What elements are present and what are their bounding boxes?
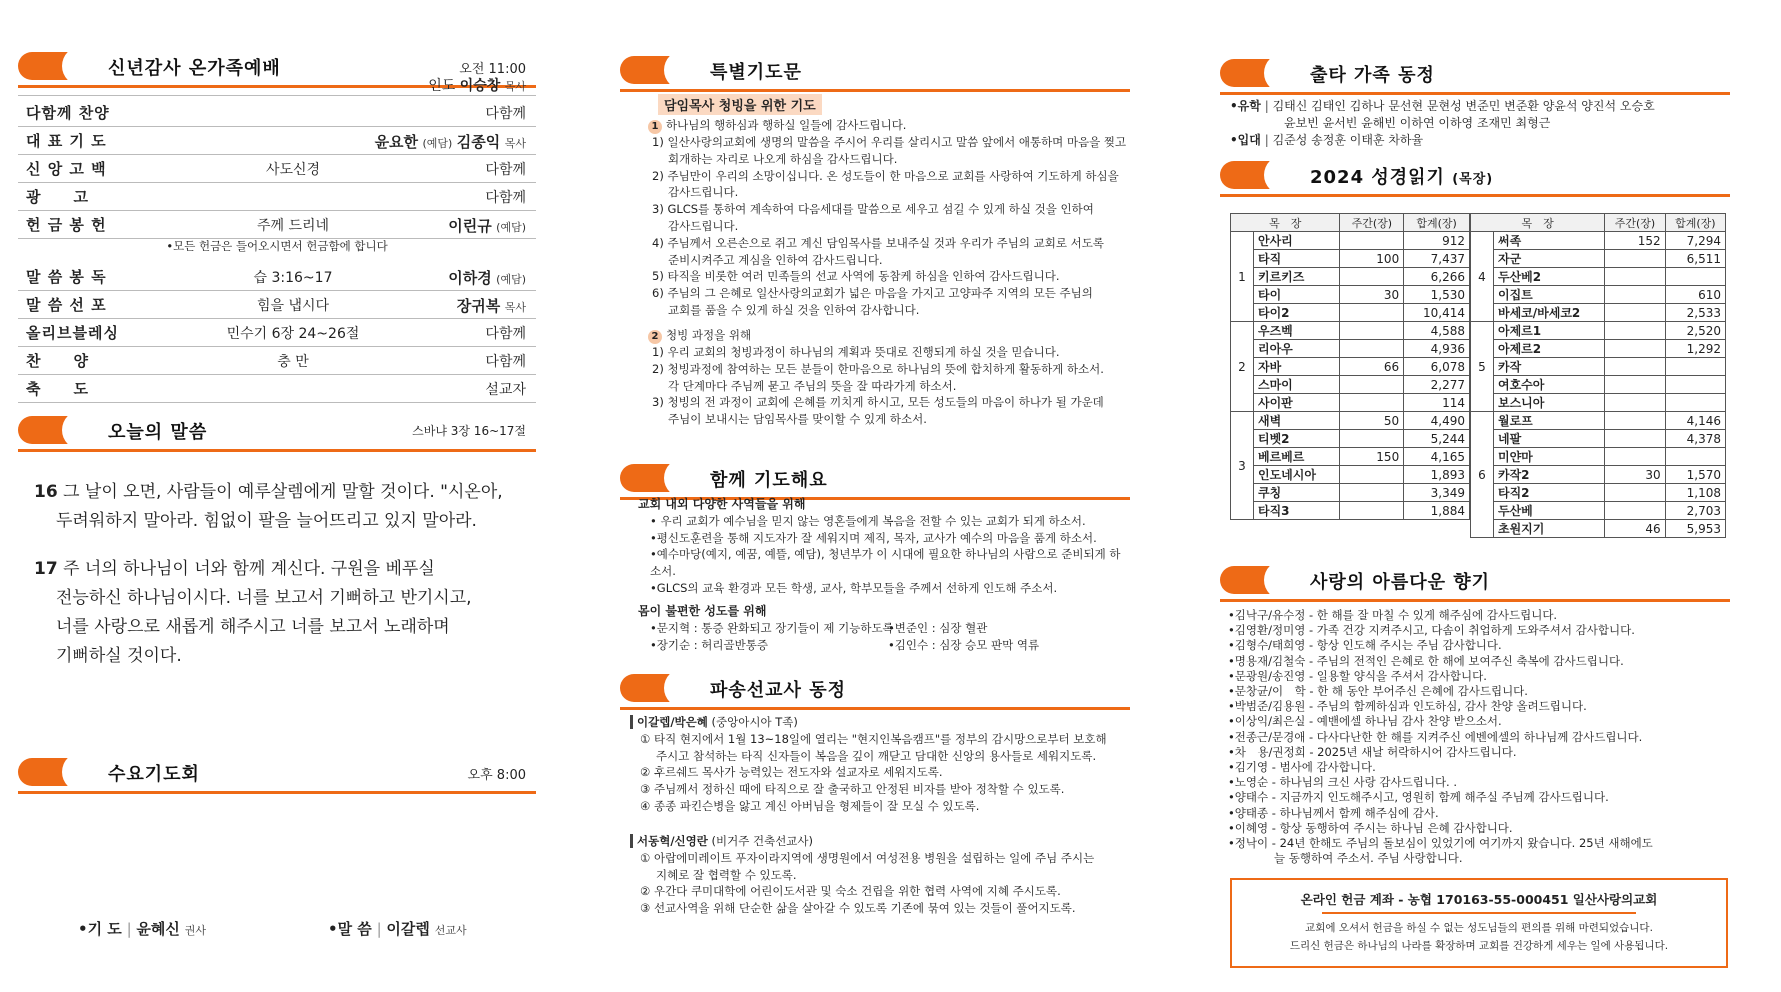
worship-row <box>18 96 536 127</box>
service-leader: 인도 이승창 목사 <box>428 78 526 94</box>
mission-item: 지혜로 잘 협력할 수 있도록. <box>656 867 797 882</box>
verse-16: 16 그 날이 오면, 사람들이 예루살렘에게 말할 것이다. "시온아, 두려워하지 말아라. 힘없이 팔을 늘어뜨리고 있지 말아라. <box>34 482 503 531</box>
group-name: 리아우 <box>1254 340 1340 358</box>
weekly-chapters <box>1605 448 1665 466</box>
prayer-subtitle: 담임목사 청빙을 위한 기도 <box>658 94 822 115</box>
prayer-request: •GLCS의 교육 환경과 모든 학생, 교사, 학부모들을 주께서 선하게 인도해 주소서. <box>650 580 1058 595</box>
group-name: 키르키즈 <box>1254 268 1340 286</box>
total-chapters: 7,294 <box>1665 232 1725 250</box>
group-name: 타직 <box>1254 250 1340 268</box>
worship-person: 다함께 <box>485 106 526 122</box>
weekly-chapters <box>1605 376 1665 394</box>
offering-note: •모든 헌금은 들어오시면서 헌금함에 합니다 <box>166 239 388 253</box>
table-row <box>1231 502 1470 520</box>
prayer-line: 1) 우리 교회의 청빙과정이 하나님의 계획과 뜻대로 진행되게 하실 것을 믿습니다. <box>652 345 1060 359</box>
group-name: 사이판 <box>1254 394 1340 412</box>
wednesday-time: 오후 8:00 <box>467 768 526 783</box>
weekly-chapters <box>1340 268 1404 286</box>
mission-header <box>620 668 1130 710</box>
online-note-2: 드리신 헌금은 하나님의 나라를 확장하며 교회를 건강하게 세우는 일에 사용됩니다. <box>1289 940 1669 952</box>
group-name: 안사리 <box>1254 232 1340 250</box>
table-row <box>1471 232 1726 250</box>
mission-item: ④ 종종 파킨슨병을 앓고 계신 아버님을 형제들이 잘 모실 수 있도록. <box>640 798 980 813</box>
table-row <box>1471 484 1726 502</box>
weekly-chapters <box>1605 394 1665 412</box>
worship-row <box>18 152 536 183</box>
prayer-line: 4) 주님께서 오른손으로 쥐고 계신 담임목사를 보내주실 것과 우리가 주님의 교회로 서도록 <box>652 235 1104 250</box>
total-chapters: 1,530 <box>1404 286 1470 304</box>
table-row <box>1231 304 1470 322</box>
family-title: 출타 가족 동정 <box>1310 65 1435 86</box>
weekly-chapters <box>1340 484 1404 502</box>
bible-reading-table-left <box>1230 213 1470 520</box>
column-header: 합계(장) <box>1665 214 1725 232</box>
worship-content: 사도신경 <box>265 162 321 178</box>
weekly-chapters <box>1340 502 1404 520</box>
table-row <box>1231 394 1470 412</box>
column-header: 주간(장) <box>1340 214 1404 232</box>
weekly-chapters <box>1340 322 1404 340</box>
worship-person: 설교자 <box>485 382 526 398</box>
prayer-line: 회개하는 자리로 나오게 하심을 감사드립니다. <box>668 151 898 166</box>
worship-content: 힘을 냅시다 <box>256 298 330 314</box>
total-chapters: 7,437 <box>1404 250 1470 268</box>
total-chapters <box>1665 376 1725 394</box>
gratitude-item: •정낙이 - 24년 한해도 주님의 돌보심이 있었기에 여기까지 왔습니다. 25년 새해에도 <box>1228 836 1653 851</box>
column-header: 목 장 <box>1231 214 1340 232</box>
header-underline <box>620 89 1130 92</box>
weekly-chapters <box>1605 502 1665 520</box>
total-chapters: 5,244 <box>1404 430 1470 448</box>
wednesday-header <box>18 752 536 794</box>
worship-row <box>18 208 536 239</box>
weekly-chapters <box>1605 484 1665 502</box>
prayer-line: 3) 청빙의 전 과정이 교회에 은혜를 끼치게 하시고, 모든 성도들의 마음이 하나가 될 가운데 <box>652 395 1104 410</box>
group-number: 1 <box>1231 232 1254 322</box>
total-chapters <box>1665 394 1725 412</box>
wednesday-sermon: •말 씀 | 이갈렙 선교사 <box>328 920 467 938</box>
group-name: 이집트 <box>1494 286 1605 304</box>
group-name: 두산베 <box>1494 502 1605 520</box>
table-row <box>1471 304 1726 322</box>
total-chapters: 1,570 <box>1665 466 1725 484</box>
gratitude-item: •김기영 - 범사에 감사합니다. <box>1228 760 1376 775</box>
weekly-chapters: 100 <box>1340 250 1404 268</box>
total-chapters: 6,078 <box>1404 358 1470 376</box>
wednesday-title: 수요기도회 <box>108 764 200 785</box>
prayer-section-1: 1 하나님의 행하심과 행하실 일들에 감사드립니다. 1) 일산사랑의교회에 생명의 말씀을 주시어 우리를 살리시고 말씀 앞에서 애통하며 마음을 찢고 회개하는 자리로 나오게 하심을 감사드립니다. 2) 주님만이 우리의 소망이십니다. 온 성도들이 한 마음으로 교회를 사랑하여 기도하게 하심을 감사드립니다. 3) GLCS를 통하여 계속하여 다음세대를 말씀으로 세우고 섬길 수 있게 하실 것을 인하여 감사드립니다. 4) 주님께서 오른손으로 쥐고 계신 담임목사를 보내주실 것과 우리가 주님의 교회로 서도록 준비시켜주고 계심을 인하여 감사드립니다. 5) 타직을 비롯한 여러 민족들의 선교 사역에 동참케 하심을 인하여 감사드립니다. 6) 주님의 그 은혜로 일산사랑의교회가 넓은 마음을 가지고 고양파주 지역의 모든 주님의 교회를 품을 수 있게 하실 것을 인하여 감사합니다. <box>648 117 1128 319</box>
weekly-chapters <box>1340 232 1404 250</box>
weekly-chapters: 30 <box>1605 466 1665 484</box>
weekly-chapters <box>1340 430 1404 448</box>
word-title: 오늘의 말씀 <box>108 422 208 443</box>
table-row <box>1231 268 1470 286</box>
missionary-2: 서동혁/신영란 (비거주 건축선교사) ① 아랍에미레이트 푸자이라지역에 생명원에서 여성전용 병원을 설립하는 일에 주님 주시는 지혜로 잘 협력할 수 있도록. ② 우간다 쿠미대학에 어린이도서관 및 숙소 건립을 위한 협력 사역에 지혜 주시도록. ③ 선교사역을 위해 단순한 삶을 살아갈 수 있도록 기존에 묶여 있는 것들이 풀어지도록. <box>630 833 1130 917</box>
table-row <box>1471 340 1726 358</box>
worship-label: 신 앙 고 백 <box>26 160 107 178</box>
prayer-line: 5) 타직을 비롯한 여러 민족들의 선교 사역에 동참케 하심을 인하여 감사드립니다. <box>652 269 1060 284</box>
total-chapters <box>1665 358 1725 376</box>
group-name: 미얀마 <box>1494 448 1605 466</box>
mission-item: ① 아랍에미레이트 푸자이라지역에 생명원에서 여성전용 병원을 설립하는 일에 주님 주시는 <box>640 850 1095 865</box>
gratitude-item: •전종근/문경애 - 다사다난한 한 해를 지켜주신 에벤에셀의 하나님께 감사드립니다. <box>1228 729 1643 744</box>
table-row <box>1231 430 1470 448</box>
worship-label: 올리브블레싱 <box>26 324 119 342</box>
total-chapters <box>1665 268 1725 286</box>
verse-17: 17 주 너의 하나님이 너와 함께 계신다. 구원을 베푸실 전능하신 하나님이시다. 너를 보고서 기뻐하고 반기시고, 너를 사랑으로 새롭게 해주시고 너를 보고서 노래하며 기뻐하실 것이다. <box>34 559 472 666</box>
total-chapters: 912 <box>1404 232 1470 250</box>
group-name: 자바 <box>1254 358 1340 376</box>
total-chapters: 3,349 <box>1404 484 1470 502</box>
total-chapters: 114 <box>1404 394 1470 412</box>
online-note-1: 교회에 오셔서 헌금을 하실 수 없는 성도님들의 편의를 위해 마련되었습니다. <box>1305 922 1653 934</box>
weekly-chapters <box>1605 412 1665 430</box>
header-underline <box>18 791 536 794</box>
table-row <box>1471 358 1726 376</box>
worship-content: 습 3:16~17 <box>253 270 333 286</box>
table-row <box>1471 376 1726 394</box>
online-account: 온라인 헌금 계좌 - 농협 170163-55-000451 일산사랑의교회 <box>1300 892 1658 907</box>
number-badge-2: 2 <box>648 330 662 344</box>
prayer-line: 2) 청빙과정에 참여하는 모든 분들이 한마음으로 하나님의 뜻에 합치하게 활동하게 하소서. <box>652 361 1104 376</box>
group-name: 여호수아 <box>1494 376 1605 394</box>
group-name: 아제르2 <box>1494 340 1605 358</box>
worship-content: 민수기 6장 24~26절 <box>226 326 360 342</box>
weekly-chapters <box>1605 358 1665 376</box>
weekly-chapters: 66 <box>1340 358 1404 376</box>
service-time: 오전 11:00 <box>459 62 526 77</box>
prayer-request: • 우리 교회가 예수님을 믿지 않는 영혼들에게 복음을 전할 수 있는 교회가 되게 하소서. <box>650 513 1086 528</box>
total-chapters: 4,490 <box>1404 412 1470 430</box>
total-chapters: 4,165 <box>1404 448 1470 466</box>
column-header: 목 장 <box>1471 214 1605 232</box>
total-chapters: 2,520 <box>1665 322 1725 340</box>
table-row <box>1231 358 1470 376</box>
header-underline <box>1220 92 1730 95</box>
table-row <box>1471 412 1726 430</box>
reading-header <box>1220 155 1730 197</box>
table-row <box>1231 286 1470 304</box>
table-row <box>1471 286 1726 304</box>
weekly-chapters <box>1605 268 1665 286</box>
mission-item: ① 타직 현지에서 1월 13~18일에 열리는 "현지인복음캠프"를 정부의 감시망으로부터 보호해 <box>640 731 1107 746</box>
group-name: 보스니아 <box>1494 394 1605 412</box>
header-underline <box>18 449 536 452</box>
word-reference: 스바냐 3장 16~17절 <box>412 424 526 438</box>
worship-label: 말 씀 선 포 <box>26 296 107 314</box>
weekly-chapters <box>1340 376 1404 394</box>
total-chapters: 10,414 <box>1404 304 1470 322</box>
table-row <box>1231 322 1470 340</box>
sick-member: •변준인 : 심장 혈관 <box>888 620 988 635</box>
group-name: 타이2 <box>1254 304 1340 322</box>
table-row <box>1471 502 1726 520</box>
worship-content: 주께 드리네 <box>256 218 330 234</box>
gratitude-item: •김영환/정미영 - 가족 건강 지켜주시고, 다솜이 취업하게 도와주셔서 감사합니다. <box>1228 623 1635 638</box>
gratitude-item: •박범준/김용원 - 주님의 함께하심과 인도하심, 감사 찬양 올려드립니다. <box>1228 699 1587 714</box>
gratitude-item: •양태수 - 지금까지 인도해주시고, 영원히 함께 해주실 주님께 감사드립니다. <box>1228 790 1609 805</box>
prayer-line: 2) 주님만이 우리의 소망이십니다. 온 성도들이 한 마음으로 교회를 사랑하여 기도하게 하심을 <box>652 168 1119 183</box>
total-chapters: 1,108 <box>1665 484 1725 502</box>
gratitude-item: •문광원/송진영 - 일용할 양식을 주셔서 감사합니다. <box>1228 668 1487 683</box>
header-underline <box>1220 194 1730 197</box>
gratitude-item: •이상익/최은실 - 예밴에셀 하나님 감사 찬양 받으소서. <box>1228 714 1502 729</box>
total-chapters: 2,533 <box>1665 304 1725 322</box>
weekly-chapters <box>1605 304 1665 322</box>
total-chapters: 1,893 <box>1404 466 1470 484</box>
table-row <box>1471 430 1726 448</box>
bible-reading-table-right <box>1470 213 1726 538</box>
group-name: 월로프 <box>1494 412 1605 430</box>
worship-person: 다함께 <box>485 354 526 370</box>
prayer-line: 각 단계마다 주님께 묻고 주님의 뜻을 잘 따라가게 하소서. <box>668 378 957 393</box>
mission-title: 파송선교사 동정 <box>710 680 846 701</box>
prayer-line: 1) 일산사랑의교회에 생명의 말씀을 주시어 우리를 살리시고 말씀 앞에서 애통하며 마음을 찢고 <box>652 135 1127 149</box>
worship-row <box>18 288 536 319</box>
group-name: 쿠칭 <box>1254 484 1340 502</box>
table-row <box>1231 232 1470 250</box>
column-header: 주간(장) <box>1605 214 1665 232</box>
weekly-chapters <box>1340 304 1404 322</box>
gratitude-item: •이혜영 - 항상 동행하여 주시는 하나님 은혜 감사합니다. <box>1228 820 1513 835</box>
worship-row <box>18 260 536 291</box>
weekly-chapters <box>1605 430 1665 448</box>
group-number: 3 <box>1231 412 1254 520</box>
table-row <box>1471 394 1726 412</box>
mission-item: 주시고 참석하는 타직 신자들이 복음을 깊이 깨닫고 담대한 신앙의 용사들로 세워지도록. <box>656 748 1097 763</box>
worship-content: 충 만 <box>277 354 309 370</box>
wednesday-prayer: •기 도 | 윤혜신 권사 <box>78 920 206 938</box>
total-chapters: 6,511 <box>1665 250 1725 268</box>
gratitude-item: •차 용/권정희 - 2025년 새날 허락하시어 감사드립니다. <box>1228 744 1517 759</box>
prayer-title: 특별기도문 <box>710 62 802 83</box>
love-title: 사랑의 아름다운 향기 <box>1310 572 1491 593</box>
reading-title: 2024 성경읽기 (목장) <box>1310 167 1494 188</box>
table-row <box>1231 484 1470 502</box>
group-name: 자군 <box>1494 250 1605 268</box>
gratitude-item: •김낙구/유수정 - 한 해를 잘 마칠 수 있게 해주심에 감사드립니다. <box>1228 608 1558 622</box>
total-chapters: 1,292 <box>1665 340 1725 358</box>
sick-member: •김인수 : 심장 승모 판막 역류 <box>888 637 1040 652</box>
table-row <box>1231 376 1470 394</box>
table-header-row <box>1231 214 1470 232</box>
gratitude-item: •명용재/김철숙 - 주님의 전적인 은혜로 한 해에 보여주신 축복에 감사드립니다. <box>1228 653 1624 668</box>
group-name: 두산베2 <box>1494 268 1605 286</box>
sick-member: •장기순 : 허리골반통증 <box>650 637 768 652</box>
word-header <box>18 410 536 452</box>
gratitude-item: 늘 동행하여 주소서. 주님 사랑합니다. <box>1228 851 1463 866</box>
prayer-line: 6) 주님의 그 은혜로 일산사랑의교회가 넓은 마음을 가지고 고양파주 지역의 모든 주님의 <box>652 286 1093 301</box>
table-row <box>1471 448 1726 466</box>
worship-row <box>18 372 536 403</box>
worship-person: 다함께 <box>485 326 526 342</box>
total-chapters: 4,146 <box>1665 412 1725 430</box>
worship-label: 찬 양 <box>26 352 89 370</box>
group-name: 아제르1 <box>1494 322 1605 340</box>
worship-person: 장귀복 목사 <box>456 297 526 315</box>
together-list: 교회 내외 다양한 사역들을 위해 • 우리 교회가 예수님을 믿지 않는 영혼들에게 복음을 전할 수 있는 교회가 되게 하소서. •평신도훈련을 통해 지도자가 잘 세워지며 제직, 목자, 교사가 예수의 마음을 품게 하소서. •예수마당(예지, 예꿈, 예뜰, 예담), 청년부가 이 시대에 필요한 하나님의 사람으로 준비되게 하소서. •GLCS의 교육 환경과 모든 학생, 교사, 학부모들을 주께서 선하게 인도해 주소서. 몸이 불편한 성도를 위해 •문지혁 : 통증 완화되고 장기들이 제 기능하도록 •변준인 : 심장 혈관 •장기순 : 허리골반통증 •김인수 : 심장 승모 판막 역류 <box>638 496 1128 656</box>
total-chapters: 2,703 <box>1665 502 1725 520</box>
header-underline <box>620 707 1130 710</box>
prayer-header <box>620 50 1130 92</box>
worship-person: 다함께 <box>485 162 526 178</box>
worship-row <box>18 344 536 375</box>
together-header <box>620 458 1130 500</box>
weekly-chapters: 150 <box>1340 448 1404 466</box>
table-row <box>1231 340 1470 358</box>
group-name: 카작 <box>1494 358 1605 376</box>
group-number: 2 <box>1231 322 1254 412</box>
worship-person: 윤요한 (예담) 김종익 목사 <box>374 133 526 151</box>
worship-person: 다함께 <box>485 190 526 206</box>
group-name: 인도네시아 <box>1254 466 1340 484</box>
total-chapters: 6,266 <box>1404 268 1470 286</box>
weekly-chapters <box>1605 322 1665 340</box>
worship-label: 광 고 <box>26 188 89 206</box>
group-name: 바세코/바세코2 <box>1494 304 1605 322</box>
table-row <box>1231 448 1470 466</box>
weekly-chapters <box>1605 250 1665 268</box>
worship-row <box>18 180 536 211</box>
worship-person: 이하경 (예담) <box>448 269 526 287</box>
prayer-line: 교회를 품을 수 있게 하실 것을 인하여 감사합니다. <box>668 302 920 317</box>
table-row <box>1471 322 1726 340</box>
family-header <box>1220 53 1730 95</box>
table-row <box>1471 268 1726 286</box>
left-column <box>18 0 536 992</box>
worship-row <box>18 124 536 155</box>
group-name: 타직2 <box>1494 484 1605 502</box>
mission-item: ③ 선교사역을 위해 단순한 삶을 살아갈 수 있도록 기존에 묶여 있는 것들이 풀어지도록. <box>640 901 1076 916</box>
table-row <box>1471 250 1726 268</box>
group-number: 4 <box>1471 232 1494 322</box>
mission-item: ③ 주님께서 정하신 때에 타직으로 잘 출국하고 안정된 비자를 받아 정착할 수 있도록. <box>640 782 1065 797</box>
table-row <box>1231 466 1470 484</box>
weekly-chapters <box>1605 286 1665 304</box>
table-row <box>1231 412 1470 430</box>
header-underline <box>1220 599 1730 602</box>
weekly-chapters: 50 <box>1340 412 1404 430</box>
prayer-line: 감사드립니다. <box>668 218 739 233</box>
total-chapters: 2,277 <box>1404 376 1470 394</box>
prayer-line: 주님이 보내시는 담임목사를 맞이할 수 있게 하소서. <box>668 412 927 427</box>
total-chapters <box>1665 448 1725 466</box>
group-name: 네팔 <box>1494 430 1605 448</box>
weekly-chapters: 30 <box>1340 286 1404 304</box>
group-name: 타이 <box>1254 286 1340 304</box>
mission-item: ② 후르쉐드 목사가 능력있는 전도자와 설교자로 세워지도록. <box>640 765 943 780</box>
total-chapters: 610 <box>1665 286 1725 304</box>
group-name: 티벳2 <box>1254 430 1340 448</box>
prayer-line: 3) GLCS를 통하여 계속하여 다음세대를 말씀으로 세우고 섬길 수 있게 하실 것을 인하여 <box>652 202 1094 217</box>
total-chapters: 4,588 <box>1404 322 1470 340</box>
mission-item: ② 우간다 쿠미대학에 어린이도서관 및 숙소 건립을 위한 협력 사역에 지혜 주시도록. <box>640 884 1061 899</box>
weekly-chapters <box>1605 340 1665 358</box>
weekly-chapters: 152 <box>1605 232 1665 250</box>
group-number: 5 <box>1471 322 1494 412</box>
weekly-chapters: 46 <box>1605 520 1665 538</box>
gratitude-item: •노영순 - 하나님의 크신 사랑 감사드립니다. . <box>1228 775 1458 790</box>
together-title: 함께 기도해요 <box>710 470 828 491</box>
group-name: 써족 <box>1494 232 1605 250</box>
prayer-line: 감사드립니다. <box>668 185 739 200</box>
worship-row <box>18 316 536 347</box>
worship-label: 대 표 기 도 <box>26 132 107 150</box>
missionary-1: 이갈렙/박은혜 (중앙아시아 T족) ① 타직 현지에서 1월 13~18일에 열리는 "현지인복음캠프"를 정부의 감시망으로부터 보호해 주시고 참석하는 타직 신자들이 복음을 깊이 깨닫고 담대한 신앙의 용사들로 세워지도록. ② 후르쉐드 목사가 능력있는 전도자와 설교자로 세워지도록. ③ 주님께서 정하신 때에 타직으로 잘 출국하고 안정된 비자를 받아 정착할 수 있도록. ④ 종종 파킨슨병을 앓고 계신 아버님을 형제들이 잘 모실 수 있도록. <box>630 714 1130 815</box>
gratitude-item: •김형수/태희영 - 항상 인도해 주시는 주님 감사합니다. <box>1228 638 1502 653</box>
worship-label: 헌 금 봉 헌 <box>26 216 107 234</box>
service-title: 신년감사 온가족예배 <box>108 58 281 79</box>
total-chapters: 5,953 <box>1665 520 1725 538</box>
prayer-request: •평신도훈련을 통해 지도자가 잘 세워지며 제직, 목자, 교사가 예수의 마음을 품게 하소서. <box>650 530 1097 545</box>
group-number: 6 <box>1471 412 1494 538</box>
column-header: 합계(장) <box>1404 214 1470 232</box>
group-name: 베르베르 <box>1254 448 1340 466</box>
worship-label: 축 도 <box>26 380 89 398</box>
middle-column <box>620 0 1130 992</box>
gratitude-list <box>1228 608 1728 866</box>
prayer-request: •예수마당(예지, 예꿈, 예뜰, 예담), 청년부가 이 시대에 필요한 하나님의 사람으로 준비되게 하소서. <box>650 547 1121 579</box>
gratitude-item: •문창균/이 학 - 한 해 동안 부어주신 은혜에 감사드립니다. <box>1228 684 1528 699</box>
worship-person: 이린규 (예담) <box>448 217 526 235</box>
group-name: 타직3 <box>1254 502 1340 520</box>
group-name: 우즈벡 <box>1254 322 1340 340</box>
worship-label: 말 씀 봉 독 <box>26 268 107 286</box>
weekly-chapters <box>1340 340 1404 358</box>
gratitude-item: •양태종 - 하나님께서 함께 해주심에 감사. <box>1228 805 1439 820</box>
table-row <box>1471 466 1726 484</box>
weekly-chapters <box>1340 394 1404 412</box>
total-chapters: 1,884 <box>1404 502 1470 520</box>
online-offering-box <box>1230 878 1728 968</box>
sick-member: •문지혁 : 통증 완화되고 장기들이 제 기능하도록 <box>650 620 894 635</box>
prayer-line: 준비시켜주고 계심을 인하여 감사드립니다. <box>668 252 883 267</box>
love-header <box>1220 560 1730 602</box>
group-name: 초원지기 <box>1494 520 1605 538</box>
group-name: 새벽 <box>1254 412 1340 430</box>
right-column <box>1220 0 1730 992</box>
table-row <box>1471 520 1726 538</box>
table-row <box>1231 250 1470 268</box>
total-chapters: 4,936 <box>1404 340 1470 358</box>
weekly-chapters <box>1340 466 1404 484</box>
total-chapters: 4,378 <box>1665 430 1725 448</box>
group-name: 카작2 <box>1494 466 1605 484</box>
group-name: 스마이 <box>1254 376 1340 394</box>
prayer-section-2: 2 청빙 과정을 위해 1) 우리 교회의 청빙과정이 하나님의 계획과 뜻대로 진행되게 하실 것을 믿습니다. 2) 청빙과정에 참여하는 모든 분들이 한마음으로 하나님의 뜻에 합치하게 활동하게 하소서. 각 단계마다 주님께 묻고 주님의 뜻을 잘 따라가게 하소서. 3) 청빙의 전 과정이 교회에 은혜를 끼치게 하시고, 모든 성도들의 마음이 하나가 될 가운데 주님이 보내시는 담임목사를 맞이할 수 있게 하소서. <box>648 327 1128 428</box>
number-badge-1: 1 <box>648 120 662 134</box>
family-list: •유학 | 김태신 김태인 김하나 문선현 문현성 변준민 변준환 양윤석 양진석 오승호 윤보빈 윤서빈 윤해빈 이하연 이하영 조재민 최형근 •입대 | 김준성 송정훈 이태훈 차하율 <box>1230 99 1655 147</box>
table-header-row <box>1471 214 1726 232</box>
worship-label: 다함께 찬양 <box>26 104 110 122</box>
